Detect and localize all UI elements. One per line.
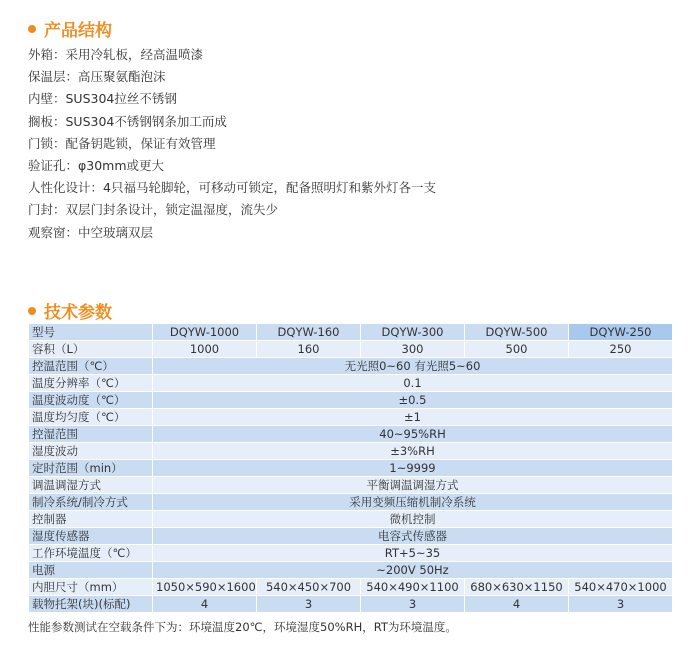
row-label-cell: 温度波动度（℃） bbox=[29, 392, 153, 409]
merged-value-cell: ~200V 50Hz bbox=[153, 562, 673, 579]
structure-line: 观察窗：中空玻璃双层 bbox=[28, 224, 154, 240]
model-header-cell: DQYW-1000 bbox=[153, 324, 257, 341]
table-row bbox=[29, 392, 673, 409]
table-header-row bbox=[29, 324, 673, 341]
table-row bbox=[29, 545, 673, 562]
structure-title: 产品结构 bbox=[44, 21, 112, 41]
table-row bbox=[29, 528, 673, 545]
structure-line: 搁板：SUS304不锈钢钢条加工而成 bbox=[28, 113, 227, 129]
row-label-cell: 控温范围（℃） bbox=[29, 358, 153, 375]
row-label-cell: 工作环境温度（℃） bbox=[29, 545, 153, 562]
row-label-cell: 控湿范围 bbox=[29, 426, 153, 443]
value-cell: 300 bbox=[361, 341, 465, 358]
table-row bbox=[29, 494, 673, 511]
structure-line: 人性化设计：4只福马轮脚轮，可移动可锁定，配备照明灯和紫外灯各一支 bbox=[28, 180, 436, 196]
table-row bbox=[29, 443, 673, 460]
row-label-cell: 控制器 bbox=[29, 511, 153, 528]
value-cell: 500 bbox=[465, 341, 569, 358]
structure-line: 门封：双层门封条设计，锁定温湿度，流失少 bbox=[28, 202, 279, 218]
merged-value-cell: 1~9999 bbox=[153, 460, 673, 477]
value-cell: 3 bbox=[361, 596, 465, 613]
model-header-cell: DQYW-160 bbox=[257, 324, 361, 341]
merged-value-cell: 微机控制 bbox=[153, 511, 673, 528]
merged-value-cell: RT+5~35 bbox=[153, 545, 673, 562]
table-row bbox=[29, 358, 673, 375]
structure-line: 验证孔：φ30mm或更大 bbox=[28, 158, 165, 174]
value-cell: 250 bbox=[569, 341, 673, 358]
merged-value-cell: ±0.5 bbox=[153, 392, 673, 409]
structure-list bbox=[28, 44, 436, 244]
header-label-cell: 型号 bbox=[29, 324, 153, 341]
table-row bbox=[29, 562, 673, 579]
structure-line: 外箱：采用冷轧板，经高温喷漆 bbox=[28, 47, 204, 62]
value-cell: 4 bbox=[465, 596, 569, 613]
table-row bbox=[29, 426, 673, 443]
merged-value-cell: 无光照0~60 有光照5~60 bbox=[153, 358, 673, 375]
model-header-cell: DQYW-500 bbox=[465, 324, 569, 341]
value-cell: 680×630×1150 bbox=[465, 579, 569, 596]
row-label-cell: 温度分辨率（℃） bbox=[29, 375, 153, 392]
bullet-dot-icon bbox=[28, 307, 36, 315]
value-cell: 3 bbox=[257, 596, 361, 613]
table-row bbox=[29, 596, 673, 613]
params-section-title bbox=[28, 298, 112, 323]
merged-value-cell: 40~95%RH bbox=[153, 426, 673, 443]
row-label-cell: 湿度传感器 bbox=[29, 528, 153, 545]
merged-value-cell: ±3%RH bbox=[153, 443, 673, 460]
row-label-cell: 定时范围（min） bbox=[29, 460, 153, 477]
table-row bbox=[29, 477, 673, 494]
value-cell: 1050×590×1600 bbox=[153, 579, 257, 596]
table-row bbox=[29, 409, 673, 426]
bullet-dot-icon bbox=[28, 25, 36, 33]
value-cell: 540×490×1100 bbox=[361, 579, 465, 596]
table-row bbox=[29, 579, 673, 596]
row-label-cell: 制冷系统/制冷方式 bbox=[29, 494, 153, 511]
row-label-cell: 电源 bbox=[29, 562, 153, 579]
table-row bbox=[29, 460, 673, 477]
structure-line: 门锁：配备钥匙锁，保证有效管理 bbox=[28, 135, 216, 151]
value-cell: 540×450×700 bbox=[257, 579, 361, 596]
structure-line: 内壁：SUS304拉丝不锈钢 bbox=[28, 91, 177, 107]
table-row bbox=[29, 341, 673, 358]
value-cell: 3 bbox=[569, 596, 673, 613]
model-header-cell: DQYW-300 bbox=[361, 324, 465, 341]
model-header-cell: DQYW-250 bbox=[569, 324, 673, 341]
table-row bbox=[29, 511, 673, 528]
value-cell: 1000 bbox=[153, 341, 257, 358]
merged-value-cell: 平衡调温调湿方式 bbox=[153, 477, 673, 494]
table-row bbox=[29, 375, 673, 392]
value-cell: 160 bbox=[257, 341, 361, 358]
structure-line: 保温层：高压聚氨酯泡沫 bbox=[28, 69, 166, 85]
merged-value-cell: 采用变频压缩机制冷系统 bbox=[153, 494, 673, 511]
params-table bbox=[28, 323, 673, 613]
row-label-cell: 内胆尺寸（mm） bbox=[29, 579, 153, 596]
row-label-cell: 湿度波动 bbox=[29, 443, 153, 460]
row-label-cell: 调温调湿方式 bbox=[29, 477, 153, 494]
merged-value-cell: 0.1 bbox=[153, 375, 673, 392]
merged-value-cell: 电容式传感器 bbox=[153, 528, 673, 545]
row-label-cell: 容积（L） bbox=[29, 341, 153, 358]
merged-value-cell: ±1 bbox=[153, 409, 673, 426]
row-label-cell: 载物托架(块)(标配) bbox=[29, 596, 153, 613]
params-title: 技术参数 bbox=[44, 303, 112, 323]
value-cell: 4 bbox=[153, 596, 257, 613]
structure-section-title bbox=[28, 16, 112, 41]
row-label-cell: 温度均匀度（℃） bbox=[29, 409, 153, 426]
params-note: 性能参数测试在空载条件下为：环境温度20℃，环境湿度50%RH，RT为环境温度。 bbox=[28, 620, 457, 634]
value-cell: 540×470×1000 bbox=[569, 579, 673, 596]
